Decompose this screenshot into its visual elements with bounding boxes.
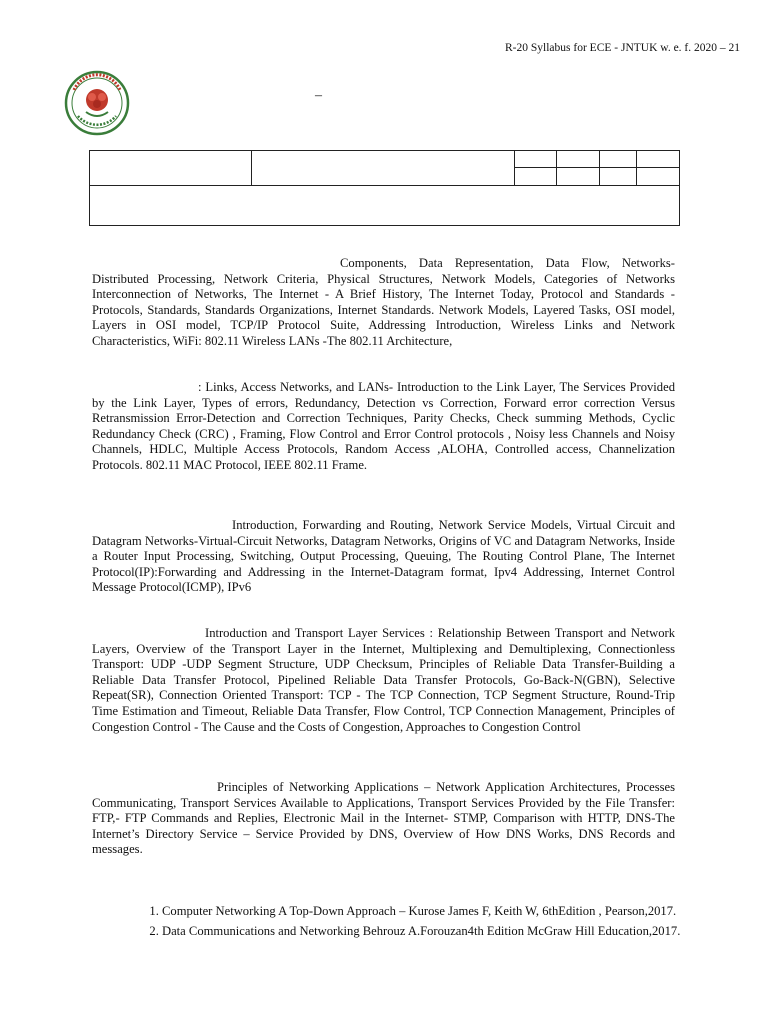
course-code-cell	[90, 151, 252, 186]
course-objectives-cell	[90, 186, 680, 226]
page-header-text: R-20 Syllabus for ECE - JNTUK w. e. f. 2020 – 21	[505, 42, 740, 54]
p-value-cell	[600, 168, 637, 186]
course-title-cell	[252, 151, 515, 186]
unit-5-text: Principles of Networking Applications – Network Application Architectures, Processes Communicating, Transport Services Available to Applications, Transport Services Provided by the File Transfer: FTP,- FTP Commands and Replies, Electronic Mail in the Internet- STMP, Comparison with HTTP, DNS-The Internet’s Directory Service – Service Provided by DNS, Overview of How DNS Works, DNS Records and messages.	[92, 780, 675, 857]
t-header-cell	[557, 151, 600, 168]
reference-item: 1. Computer Networking A Top-Down Approach – Kurose James F, Keith W, 6thEdition , Pearson,2017.	[162, 903, 692, 919]
t-value-cell	[557, 168, 600, 186]
unit-3-text: Introduction, Forwarding and Routing, Network Service Models, Virtual Circuit and Datagram Networks-Virtual-Circuit Networks, Datagram Networks, Origins of VC and Datagram Networks, Inside a Router Input Processing, Switching, Output Processing, Queuing, The Routing Control Plane, The Internet Protocol(IP):Forwarding and Addressing in the Internet-Datagram format, Ipv4 Addressing, Internet Control Message Protocol(ICMP), IPv6	[92, 518, 675, 595]
unit-2-text: : Links, Access Networks, and LANs- Introduction to the Link Layer, The Services Provided by the Link Layer, Types of errors, Redundancy, Detection vs Correction, Forward error correction Versus Retransmission Error-Detection and Correction Techniques, Parity Checks, Check summing Methods, Cyclic Redundancy Check (CRC) , Framing, Flow Control and Error Control protocols , Noisy less Channels and Noisy Channels, HDLC, Multiple Access Protocols, Random Access ,ALOHA, Controlled access, Channelization Protocols. 802.11 MAC Protocol, IEEE 802.11 Frame.	[92, 380, 675, 472]
university-seal-icon	[64, 70, 130, 136]
title-dash: –	[315, 88, 322, 103]
p-header-cell	[600, 151, 637, 168]
course-info-table	[89, 150, 680, 226]
l-value-cell	[515, 168, 557, 186]
unit-1-text: Components, Data Representation, Data Flow, Networks-Distributed Processing, Network Criteria, Physical Structures, Network Models, Categories of Networks Interconnection of Networks, The Internet - A Brief History, The Internet Today, Protocol and Standards - Protocols, Standards, Standards Organizations, Internet Standards. Network Models, Layered Tasks, OSI model, Layers in OSI model, TCP/IP Protocol Suite, Addressing Introduction, Wireless Links and Network Characteristics, WiFi: 802.11 Wireless LANs -The 802.11 Architecture,	[92, 256, 675, 348]
c-value-cell	[637, 168, 680, 186]
unit-4-text: Introduction and Transport Layer Services : Relationship Between Transport and Network Layers, Overview of the Transport Layer in the Internet, Multiplexing and Demultiplexing, Connectionless Transport: UDP -UDP Segment Structure, UDP Checksum, Principles of Reliable Data Transfer-Building a Reliable Data Transfer Protocol, Pipelined Reliable Data Transfer Protocols, Go-Back-N(GBN), Selective Repeat(SR), Connection Oriented Transport: TCP - The TCP Connection, TCP Segment Structure, Round-Trip Time Estimation and Timeout, Reliable Data Transfer, Flow Control, TCP Connection Management, Principles of Congestion Control - The Cause and the Costs of Congestion, Approaches to Congestion Control	[92, 626, 675, 734]
c-header-cell	[637, 151, 680, 168]
l-header-cell	[515, 151, 557, 168]
references-list	[145, 903, 692, 943]
reference-item: 2. Data Communications and Networking Behrouz A.Forouzan4th Edition McGraw Hill Education,2017.	[162, 923, 692, 939]
